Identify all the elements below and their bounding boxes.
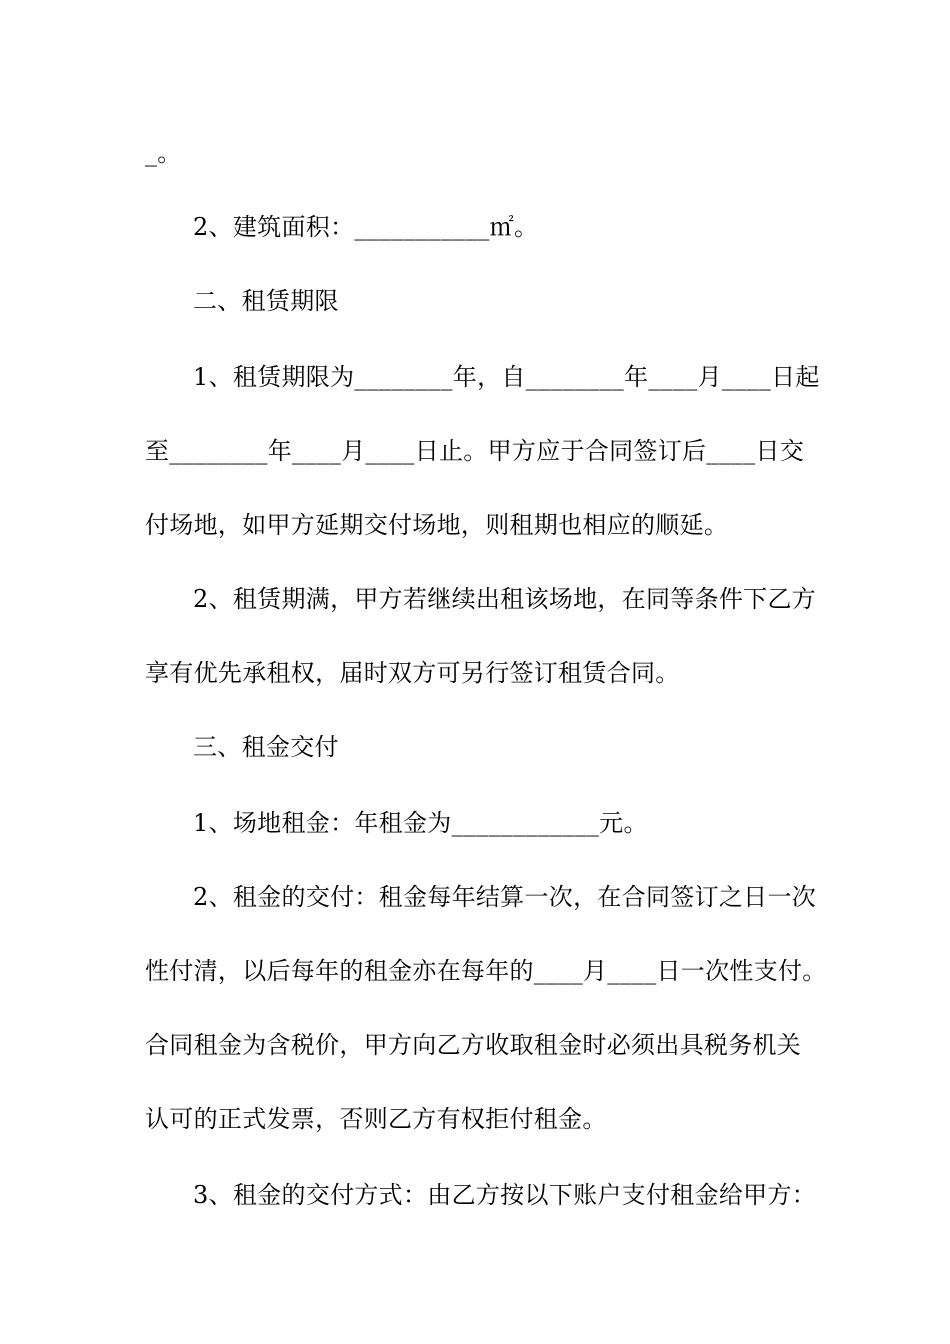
text-line: 合同租金为含税价，甲方向乙方收取租金时必须出具税务机关: [145, 1031, 802, 1059]
section-heading: 三、租金交付: [193, 733, 339, 761]
text-line: 1、租赁期限为________年，自________年____月____日起: [193, 363, 820, 391]
text-line: 2、租赁期满，甲方若继续出租该场地，在同等条件下乙方: [193, 585, 817, 613]
text-line: 2、建筑面积：___________㎡。: [193, 213, 539, 241]
text-line: 至________年____月____日止。甲方应于合同签订后____日交: [145, 437, 805, 465]
text-line: 2、租金的交付：租金每年结算一次，在合同签订之日一次: [193, 883, 817, 911]
text-line: 认可的正式发票，否则乙方有权拒付租金。: [145, 1105, 607, 1133]
text-line: _。: [145, 139, 182, 167]
text-line: 付场地，如甲方延期交付场地，则租期也相应的顺延。: [145, 511, 729, 539]
section-heading: 二、租赁期限: [193, 287, 339, 315]
text-line: 1、场地租金：年租金为____________元。: [193, 809, 648, 837]
text-line: 性付清，以后每年的租金亦在每年的____月____日一次性支付。: [145, 957, 827, 985]
text-line: 享有优先承租权，届时双方可另行签订租赁合同。: [145, 659, 680, 687]
text-line: 3、租金的交付方式：由乙方按以下账户支付租金给甲方：: [193, 1181, 817, 1209]
